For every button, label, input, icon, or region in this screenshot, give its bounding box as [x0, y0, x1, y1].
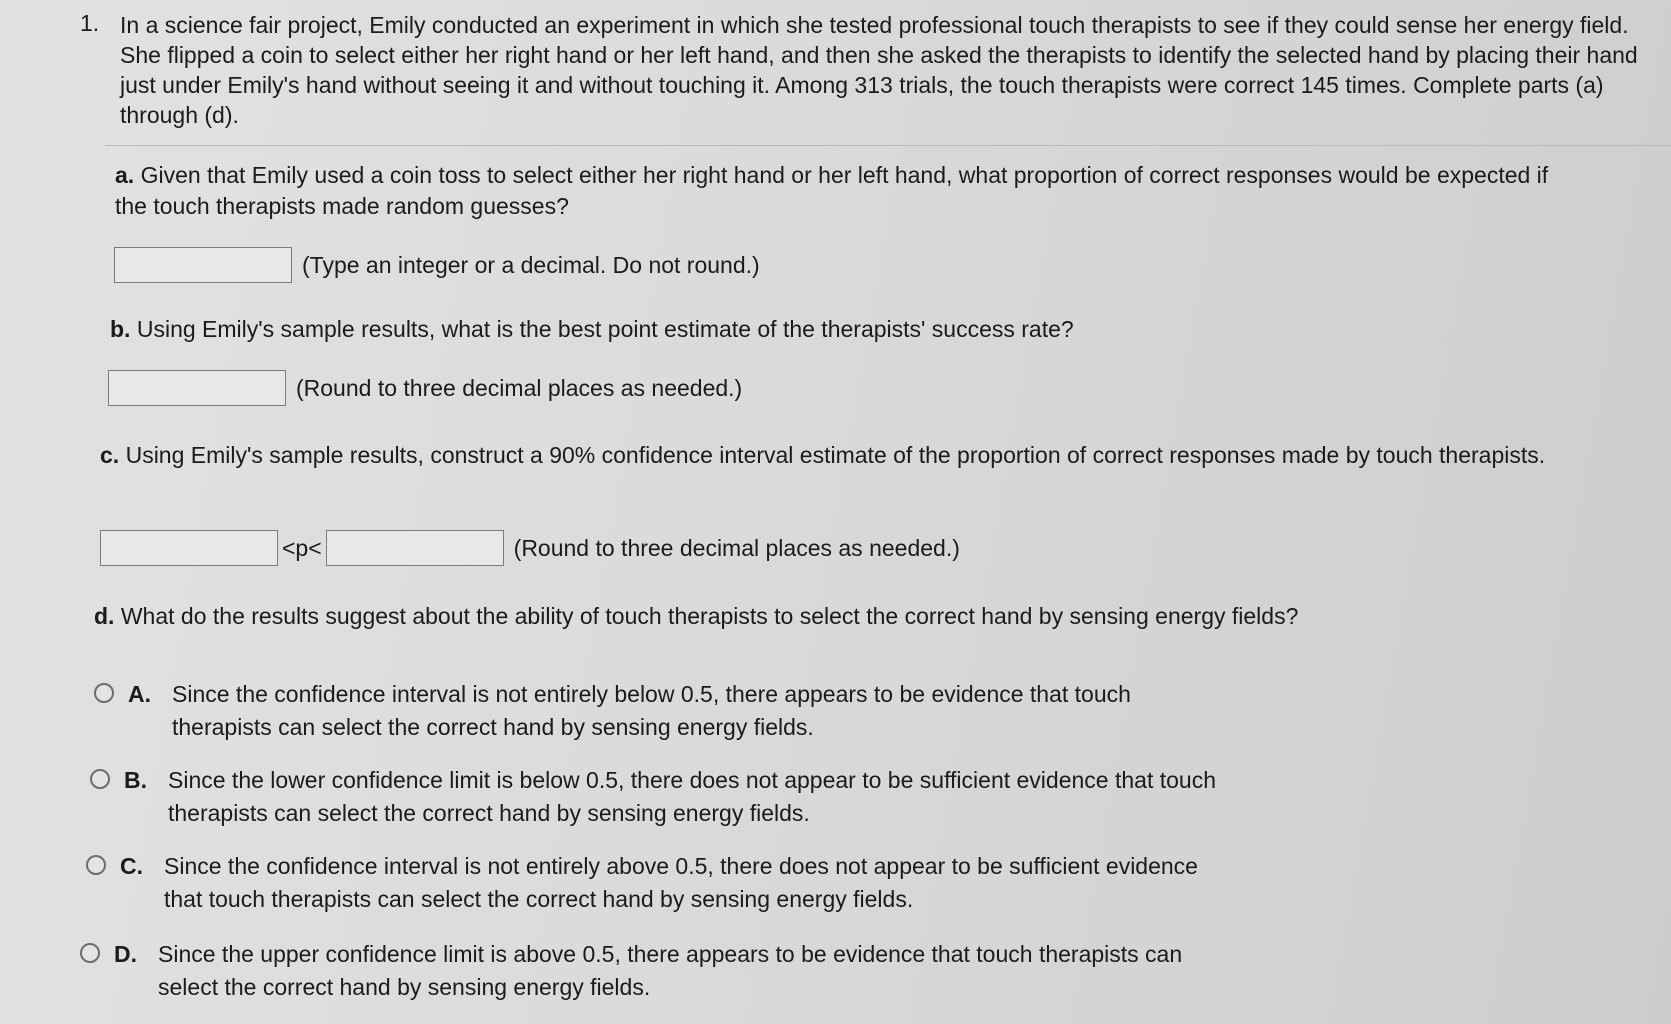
- question-number: 1.: [80, 10, 100, 36]
- part-b-prompt: [110, 314, 1570, 345]
- option-a-radio[interactable]: [94, 683, 114, 703]
- part-a-prompt: [115, 160, 1575, 222]
- part-a-answer-row: [114, 247, 760, 283]
- part-c-upper-input[interactable]: [326, 530, 504, 566]
- part-c-prompt: [100, 440, 1620, 471]
- option-d[interactable]: [80, 938, 1208, 1004]
- part-b-text: Using Emily's sample results, what is the best point estimate of the therapists' success rate?: [136, 316, 1074, 342]
- part-a-text: Given that Emily used a coin toss to select either her right hand or her left hand, what proportion of correct responses would be expected if the touch therapists made random guesses?: [115, 162, 1549, 219]
- part-b-hint: (Round to three decimal places as needed.): [296, 374, 743, 401]
- part-d-text: What do the results suggest about the ability of touch therapists to select the correct hand by sensing energy fields?: [120, 603, 1299, 629]
- divider: [105, 145, 1671, 146]
- part-c-lower-input[interactable]: [100, 530, 278, 566]
- part-b-answer-row: [108, 370, 742, 406]
- option-a-letter: A.: [128, 681, 151, 707]
- option-d-radio[interactable]: [80, 943, 100, 963]
- part-a-hint: (Type an integer or a decimal. Do not round.): [302, 251, 760, 278]
- part-b-label: b.: [110, 316, 131, 342]
- option-c-text: Since the confidence interval is not entirely above 0.5, there does not appear to be sufficient evidence that touch therapists can select the correct hand by sensing energy fields.: [164, 853, 1198, 912]
- part-d-label: d.: [94, 603, 115, 629]
- part-c-inequality: <p<: [282, 534, 322, 561]
- part-d-prompt: [94, 601, 1594, 632]
- part-b-answer-input[interactable]: [108, 370, 286, 406]
- option-a-text: Since the confidence interval is not entirely below 0.5, there appears to be evidence that touch therapists can select the correct hand by sensing energy fields.: [172, 681, 1131, 740]
- option-b[interactable]: [90, 764, 1218, 830]
- part-c-label: c.: [100, 442, 120, 468]
- option-b-text: Since the lower confidence limit is below 0.5, there does not appear to be sufficient evidence that touch therapists can select the correct hand by sensing energy fields.: [168, 767, 1216, 826]
- option-c-letter: C.: [120, 853, 143, 879]
- option-a[interactable]: [94, 678, 1222, 744]
- option-c[interactable]: [86, 850, 1214, 916]
- part-c-text: Using Emily's sample results, construct a 90% confidence interval estimate of the proportion of correct responses made by touch therapists.: [125, 442, 1546, 468]
- part-c-hint: (Round to three decimal places as needed.): [513, 534, 960, 561]
- part-a-answer-input[interactable]: [114, 247, 292, 283]
- option-d-text: Since the upper confidence limit is above 0.5, there appears to be evidence that touch therapists can select the correct hand by sensing energy fields.: [158, 941, 1183, 1000]
- option-b-letter: B.: [124, 767, 147, 793]
- part-c-answer-row: [100, 530, 960, 566]
- option-d-letter: D.: [114, 941, 137, 967]
- question-intro: In a science fair project, Emily conducted an experiment in which she tested professional touch therapists to see if they could sense her energy field. She flipped a coin to select either her right hand or her left hand, and then she asked the therapists to identify the selected hand by placing their hand just under Emily's hand without seeing it and without touching it. Among 313 trials, the touch therapists were correct 145 times. Complete parts (a) through (d).: [120, 12, 1638, 128]
- option-c-radio[interactable]: [86, 855, 106, 875]
- option-b-radio[interactable]: [90, 769, 110, 789]
- part-a-label: a.: [115, 162, 135, 188]
